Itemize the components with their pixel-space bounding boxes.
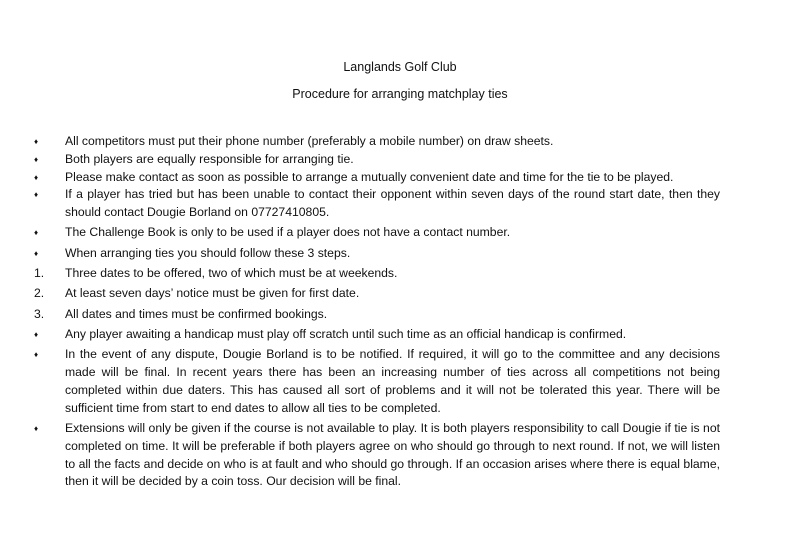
diamond-bullet-icon: ♦	[34, 228, 39, 238]
list-item-text: All dates and times must be confirmed bookings.	[65, 306, 328, 321]
list-item	[34, 326, 720, 344]
diamond-bullet-icon: ♦	[34, 137, 39, 146]
list-item	[34, 224, 720, 242]
list-item-text: When arranging ties you should follow these 3 steps.	[65, 245, 351, 260]
list-item-text: The Challenge Book is only to be used if a player does not have a contact number.	[65, 225, 511, 240]
diamond-bullet-icon: ♦	[34, 154, 39, 164]
list-item	[34, 151, 720, 169]
list-item	[34, 285, 720, 303]
list-item-text: Both players are equally responsible for arranging tie.	[65, 151, 354, 166]
step-number: 1.	[34, 266, 45, 281]
list-item-text: At least seven days’ notice must be given for first date.	[65, 286, 360, 301]
diamond-bullet-icon: ♦	[34, 172, 39, 182]
step-number: 3.	[34, 306, 45, 321]
list-item	[34, 420, 720, 491]
list-item-text: Three dates to be offered, two of which must be at weekends.	[65, 266, 398, 281]
list-item-text: In the event of any dispute, Dougie Borland is to be notified. If required, it will go to the committee and any decisions made will be final. In recent years there has been an increasing number of ties across all competitions not being completed within due daters. This has caused all sort of problems and it will not be tolerated this year. There will be sufficient time from start to end dates to allow all ties to be completed.	[65, 347, 720, 415]
diamond-bullet-icon: ♦	[34, 350, 39, 360]
list-item-text: Please make contact as soon as possible to arrange a mutually convenient date and time for the tie to be played.	[65, 169, 674, 184]
list-item-text: All competitors must put their phone number (preferably a mobile number) on draw sheets.	[65, 134, 554, 148]
list-item	[34, 245, 720, 263]
diamond-bullet-icon: ♦	[34, 248, 39, 258]
diamond-bullet-icon: ♦	[34, 190, 39, 200]
list-item-text: Extensions will only be given if the course is not available to play. It is both players responsibility to call Dougie if tie is not completed on time. It will be preferable if both players agree on who should go through to next round. If not, we will listen to all the facts and decide on who is at fault and who should go through. If an occasion arises where there is equal blame, then it will be decided by a coin toss. Our decision will be final.	[65, 420, 720, 489]
list-item-text: If a player has tried but has been unable to contact their opponent within seven days of the round start date, then they should contact Dougie Borland on 07727410805.	[65, 187, 720, 220]
club-name-heading: Langlands Golf Club	[343, 60, 457, 74]
list-item-text: Any player awaiting a handicap must play off scratch until such time as an official handicap is confirmed.	[65, 326, 627, 341]
list-item	[34, 346, 720, 417]
procedure-subtitle: Procedure for arranging matchplay ties	[292, 87, 508, 101]
diamond-bullet-icon: ♦	[34, 329, 39, 339]
diamond-bullet-icon: ♦	[34, 423, 39, 433]
step-number: 2.	[34, 286, 45, 301]
list-item	[34, 133, 720, 151]
list-item	[34, 265, 720, 283]
list-item	[34, 169, 720, 187]
list-item	[34, 186, 720, 222]
list-item	[34, 306, 720, 324]
procedure-list	[34, 133, 720, 494]
